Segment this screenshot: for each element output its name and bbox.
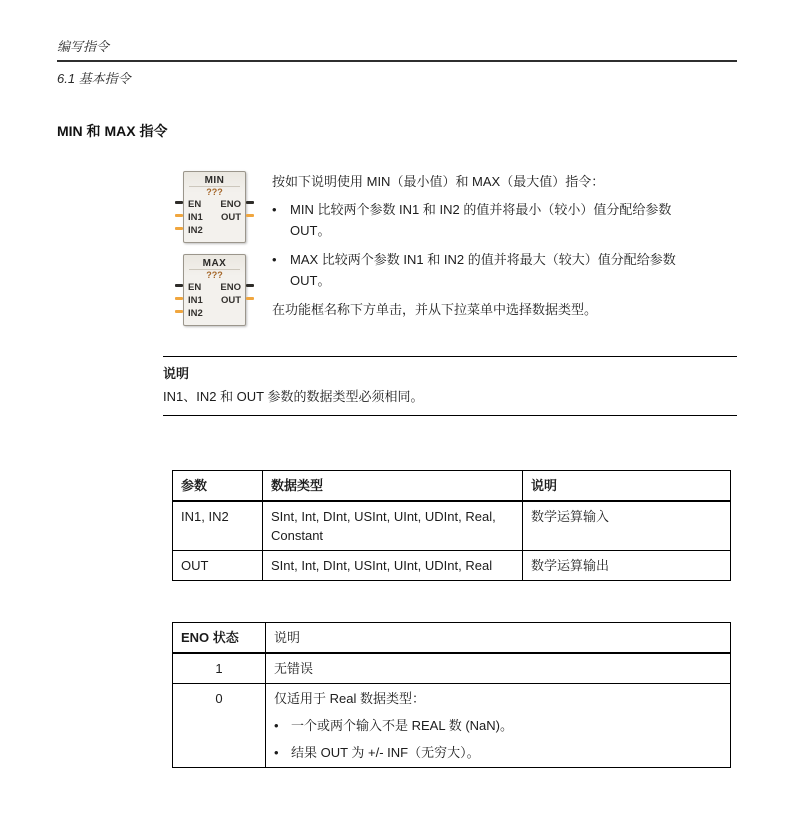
eno-header-description: 说明 xyxy=(266,623,731,654)
running-header: 编写指令 xyxy=(57,39,110,54)
param-cell-datatype: SInt, Int, DInt, USInt, UInt, UDInt, Real xyxy=(263,551,523,581)
min-box-body xyxy=(183,171,246,243)
eno-table-header-row xyxy=(173,623,731,654)
table-row xyxy=(173,551,731,581)
max-box-body xyxy=(183,254,246,326)
eno-cell-description: 无错误 xyxy=(266,653,731,684)
min-in1-stub-icon xyxy=(175,214,183,217)
parameter-table xyxy=(172,470,731,581)
page-title: MIN 和 MAX 指令 xyxy=(57,123,168,139)
eno-status-table xyxy=(172,622,731,768)
param-cell-description: 数学运算输出 xyxy=(523,551,731,581)
param-header-description: 说明 xyxy=(523,471,731,502)
min-pin-eno-label: ENO xyxy=(220,199,241,210)
max-pin-in2-label: IN2 xyxy=(188,308,203,319)
param-header-parameter: 参数 xyxy=(173,471,263,502)
min-en-stub-icon xyxy=(175,201,183,204)
eno-cell-description xyxy=(266,684,731,768)
param-cell-name: OUT xyxy=(173,551,263,581)
max-in2-stub-icon xyxy=(175,310,183,313)
max-box-title: MAX xyxy=(189,258,240,270)
eno-bullet-nan xyxy=(274,716,722,735)
max-instruction-box xyxy=(175,254,254,326)
description-bullet-max-text: • MAX 比较两个参数 IN1 和 IN2 的值并将最大（较大）值分配给参数 OUT。 xyxy=(290,252,676,288)
max-pin-in1-label: IN1 xyxy=(188,295,203,306)
parameter-table-header-row xyxy=(173,471,731,502)
eno-bullet-inf xyxy=(274,743,722,762)
param-cell-description: 数学运算输入 xyxy=(523,501,731,551)
param-cell-datatype: SInt, Int, DInt, USInt, UInt, UDInt, Real, Constant xyxy=(263,501,523,551)
eno-cell-state: 1 xyxy=(173,653,266,684)
min-pin-in1-label: IN1 xyxy=(188,212,203,223)
max-pin-eno-label: ENO xyxy=(220,282,241,293)
max-pin-en-label: EN xyxy=(188,282,202,293)
max-box-datatype-placeholder: ??? xyxy=(206,270,223,280)
note-block xyxy=(163,356,737,416)
min-instruction-box xyxy=(175,171,254,243)
min-pin-en-label: EN xyxy=(188,199,202,210)
eno-bullet-inf-text: • 结果 OUT 为 +/- INF（无穷大）。 xyxy=(291,745,480,760)
instruction-description xyxy=(272,171,714,327)
min-pin-out-label: OUT xyxy=(220,212,241,223)
min-box-datatype-placeholder: ??? xyxy=(206,187,223,197)
min-out-stub-icon xyxy=(246,214,254,217)
max-en-stub-icon xyxy=(175,284,183,287)
description-intro: 按如下说明使用 MIN（最小值）和 MAX（最大值）指令： xyxy=(272,174,605,189)
description-bullet-min xyxy=(272,199,714,241)
eno-cell-state: 0 xyxy=(173,684,266,768)
eno-header-state: ENO 状态 xyxy=(173,623,266,654)
note-body: IN1、IN2 和 OUT 参数的数据类型必须相同。 xyxy=(163,389,424,404)
section-header: 6.1 基本指令 xyxy=(57,71,131,86)
note-title: 说明 xyxy=(163,366,190,381)
max-out-stub-icon xyxy=(246,297,254,300)
description-closing: 在功能框名称下方单击，并从下拉菜单中选择数据类型。 xyxy=(272,302,598,317)
eno-description-intro: 仅适用于 Real 数据类型： xyxy=(274,691,425,706)
description-bullet-min-text: • MIN 比较两个参数 IN1 和 IN2 的值并将最小（较小）值分配给参数 OUT。 xyxy=(290,202,672,238)
header-rule xyxy=(57,60,737,62)
param-cell-name: IN1, IN2 xyxy=(173,501,263,551)
table-row xyxy=(173,653,731,684)
max-in1-stub-icon xyxy=(175,297,183,300)
table-row xyxy=(173,684,731,768)
table-row xyxy=(173,501,731,551)
param-header-datatype: 数据类型 xyxy=(263,471,523,502)
description-bullet-max xyxy=(272,249,714,291)
max-pin-out-label: OUT xyxy=(220,295,241,306)
eno-bullet-nan-text: • 一个或两个输入不是 REAL 数 (NaN)。 xyxy=(291,718,513,733)
min-box-title: MIN xyxy=(189,175,240,187)
min-eno-stub-icon xyxy=(246,201,254,204)
min-in2-stub-icon xyxy=(175,227,183,230)
max-eno-stub-icon xyxy=(246,284,254,287)
min-pin-in2-label: IN2 xyxy=(188,225,203,236)
instruction-graphics xyxy=(175,171,254,337)
